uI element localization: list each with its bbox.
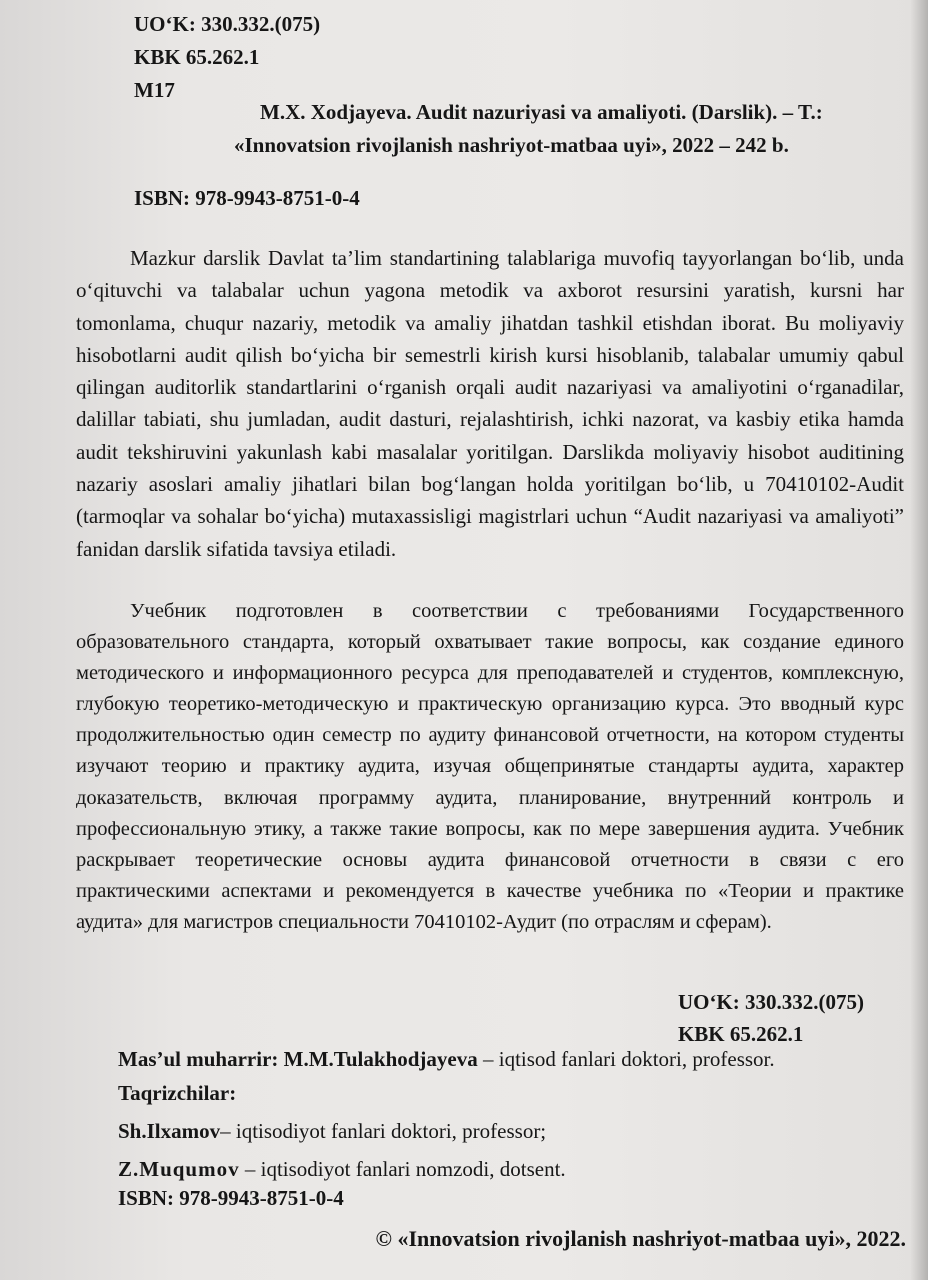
editor-line [118,1042,775,1076]
classification-codes-bottom [678,986,864,1050]
abstract-russian: Учебник подготовлен в соответствии с требованиями Государственного образовательного стандарта, который охватывает такие вопросы, как создание единого методического и информационного ресурса для преподавателей и студентов, комплексную, глубокую теоретико-методическую и практическую организацию курса. Это вводный курс продолжительностью один семестр по аудиту финансовой отчетности, на котором студенты изучают теорию и практику аудита, изучая общепринятые стандарты аудита, характер доказательств, включая программу аудита, планирование, внутренний контроль и профессиональную этику, а также такие вопросы, как по мере завершения аудита. Учебник раскрывает теоретические основы аудита финансовой отчетности в связи с его практическими аспектами и рекомендуется в качестве учебника по «Теории и практике аудита» для магистров специальности 70410102-Аудит (по отраслям и сферам). [76,600,904,933]
isbn-bottom: ISBN: 978-9943-8751-0-4 [118,1186,344,1210]
udk-code-bottom: UO‘K: 330.332.(075) [677,990,864,1014]
editor-label: Mas’ul muharrir [118,1047,272,1071]
copyright-line: © «Innovatsion rivojlanish nashriyot-matbaa uyi», 2022. [375,1226,906,1251]
reviewers-label: Taqrizchilar: [118,1081,237,1105]
editor-title: – iqtisod fanlari doktori, professor. [477,1047,775,1071]
reviewer-line [118,1152,775,1190]
bibliographic-line-2: «Innovatsion rivojlanish nashriyot-matbaa uyi», 2022 – 242 b. [234,133,789,157]
bibliographic-line-1: M.X. Xodjayeva. Audit nazuriyasi va amaliyoti. (Darslik). – T.: [260,100,823,124]
reviewer-name: Z.Muqumov [118,1157,240,1181]
editor-name: : M.M.Tulakhodjayeva [271,1047,478,1071]
kbk-code-bottom: KBK 65.262.1 [677,1022,804,1046]
classification-codes [134,8,320,107]
abstract-uzbek: Mazkur darslik Davlat ta’lim standartining talablariga muvofiq tayyorlangan bo‘lib, unda o‘qituvchi va talabalar uchun yagona metodik va axborot resursini yaratish, kursni har tomonlama, chuqur nazariy, metodik va amaliy jihatdan tashkil etishdan iborat. Bu moliyaviy hisobotlarni audit qilish bo‘yicha bir semestrli kirish kursi hisoblanib, talabalar umumiy qabul qilingan auditorlik standartlarini o‘rganish orqali audit nazariyasi va amaliyotini o‘rganadilar, dalillar tabiati, shu jumladan, audit dasturi, rejalashtirish, ichki nazorat, va kasbiy etika hamda audit tekshiruvini yakunlash kabi masalalar yoritilgan. Darslikda moliyaviy hisobot auditining nazariy asoslari amaliy jihatlari bilan bog‘langan holda yoritilgan bo‘lib, u 70410102-Audit (tarmoqlar va sohalar bo‘yicha) mutaxassisligi magistrlari uchun “Audit nazariyasi va amaliyoti” fanidan darslik sifatida tavsiya etiladi. [76,246,904,561]
reviewer-line [118,1110,775,1152]
bibliographic-entry [134,96,904,162]
reviewer-title: – iqtisodiyot fanlari nomzodi, dotsent. [239,1157,566,1181]
author-mark: M17 [134,78,175,102]
page-edge-shadow [910,0,928,1280]
show-through-text [370,6,379,36]
reviewer-title: – iqtisodiyot fanlari doktori, professor; [220,1119,547,1143]
reviewer-name: Sh.Ilxamov [118,1119,221,1143]
credits-block [118,1042,775,1190]
udk-code: UO‘K: 330.332.(075) [134,12,321,36]
kbk-code: KBK 65.262.1 [134,45,260,69]
isbn-top: ISBN: 978-9943-8751-0-4 [134,186,360,210]
